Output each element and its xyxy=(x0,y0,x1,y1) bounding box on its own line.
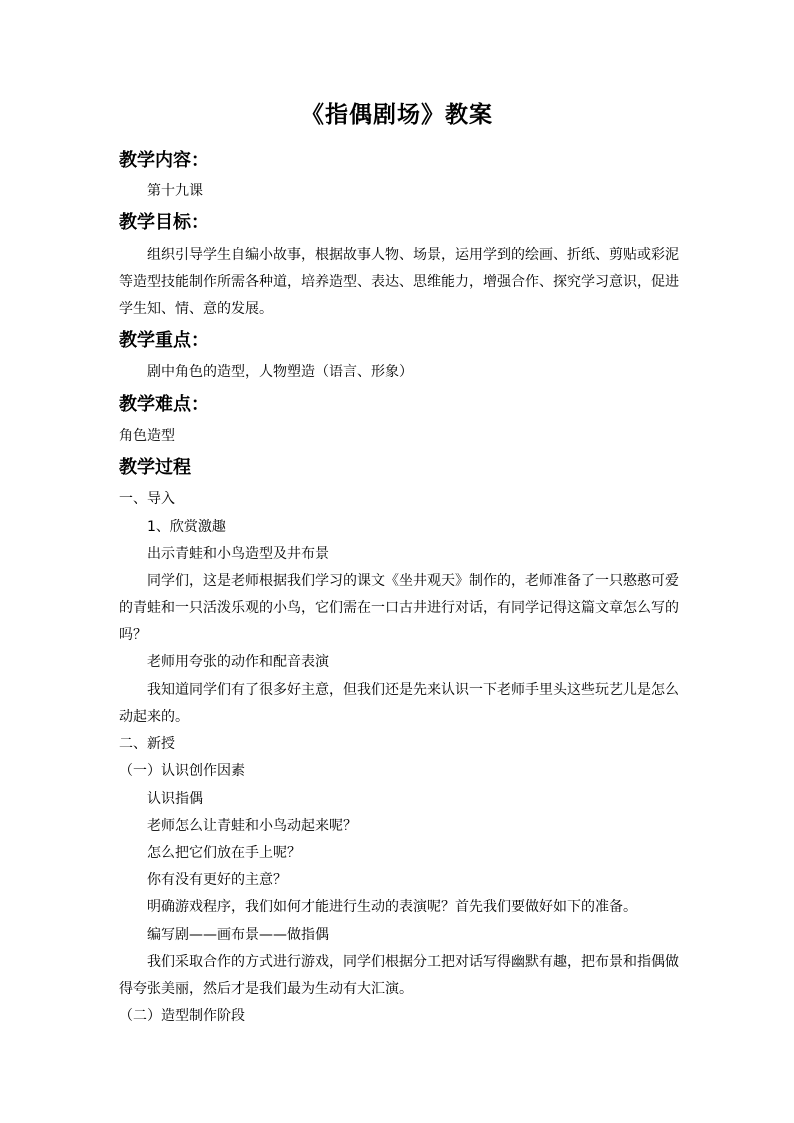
new-label: 二、新授 xyxy=(119,736,175,752)
goals-line: 等造型技能制作所需各种道，培养造型、表达、思维能力，增强合作、探究学习意识，促进 xyxy=(119,274,679,290)
intro-paragraph-line: 的青蛙和一只活泼乐观的小鸟，它们需在一口古井进行对话，有同学记得这篇文章怎么写的 xyxy=(119,600,679,616)
intro-paragraph-line: 吗？ xyxy=(119,627,147,643)
difficulties-text: 角色造型 xyxy=(119,428,175,444)
goals-line: 组织引导学生自编小故事，根据故事人物、场景，运用学到的绘画、折纸、剪贴或彩泥 xyxy=(147,247,679,263)
content-text: 第十九课 xyxy=(147,183,203,199)
section-heading-process: 教学过程 xyxy=(119,457,191,478)
intro-show: 出示青蛙和小鸟造型及井布景 xyxy=(147,546,329,562)
section-heading-difficulties: 教学难点： xyxy=(119,394,209,415)
document-title: 《指偶剧场》教案 xyxy=(301,102,493,128)
new-part-1: （一）认识创作因素 xyxy=(119,763,245,779)
section-heading-content: 教学内容： xyxy=(119,150,209,171)
new-question: 怎么把它们放在手上呢？ xyxy=(147,845,301,861)
intro-paragraph-line: 同学们，这是老师根据我们学习的课文《坐井观天》制作的，老师准备了一只憨憨可爱 xyxy=(147,573,679,589)
intro-step-1: 1、欣赏激趣 xyxy=(147,519,226,535)
intro-paragraph-line: 我知道同学们有了很多好主意，但我们还是先来认识一下老师手里头这些玩艺儿是怎么 xyxy=(147,682,679,698)
new-paragraph-line: 我们采取合作的方式进行游戏，同学们根据分工把对话写得幽默有趣，把布景和指偶做 xyxy=(147,954,679,970)
new-steps: 编写剧——画布景——做指偶 xyxy=(147,927,329,943)
intro-perform: 老师用夸张的动作和配音表演 xyxy=(147,654,329,670)
new-question: 老师怎么让青蛙和小鸟动起来呢？ xyxy=(147,818,357,834)
new-clarify: 明确游戏程序，我们如何才能进行生动的表演呢？首先我们要做好如下的准备。 xyxy=(147,899,637,915)
intro-paragraph-line: 动起来的。 xyxy=(119,709,189,725)
section-heading-goals: 教学目标： xyxy=(119,212,209,233)
new-part-2: （二）造型制作阶段 xyxy=(119,1008,245,1024)
goals-line: 学生知、情、意的发展。 xyxy=(119,301,273,317)
new-question: 你有没有更好的主意？ xyxy=(147,872,287,888)
new-paragraph-line: 得夸张美丽，然后才是我们最为生动有大汇演。 xyxy=(119,981,413,997)
intro-label: 一、导入 xyxy=(119,491,175,507)
section-heading-key-points: 教学重点： xyxy=(119,330,209,351)
new-know: 认识指偶 xyxy=(147,791,203,807)
key-points-text: 剧中角色的造型，人物塑造（语言、形象） xyxy=(147,364,413,380)
